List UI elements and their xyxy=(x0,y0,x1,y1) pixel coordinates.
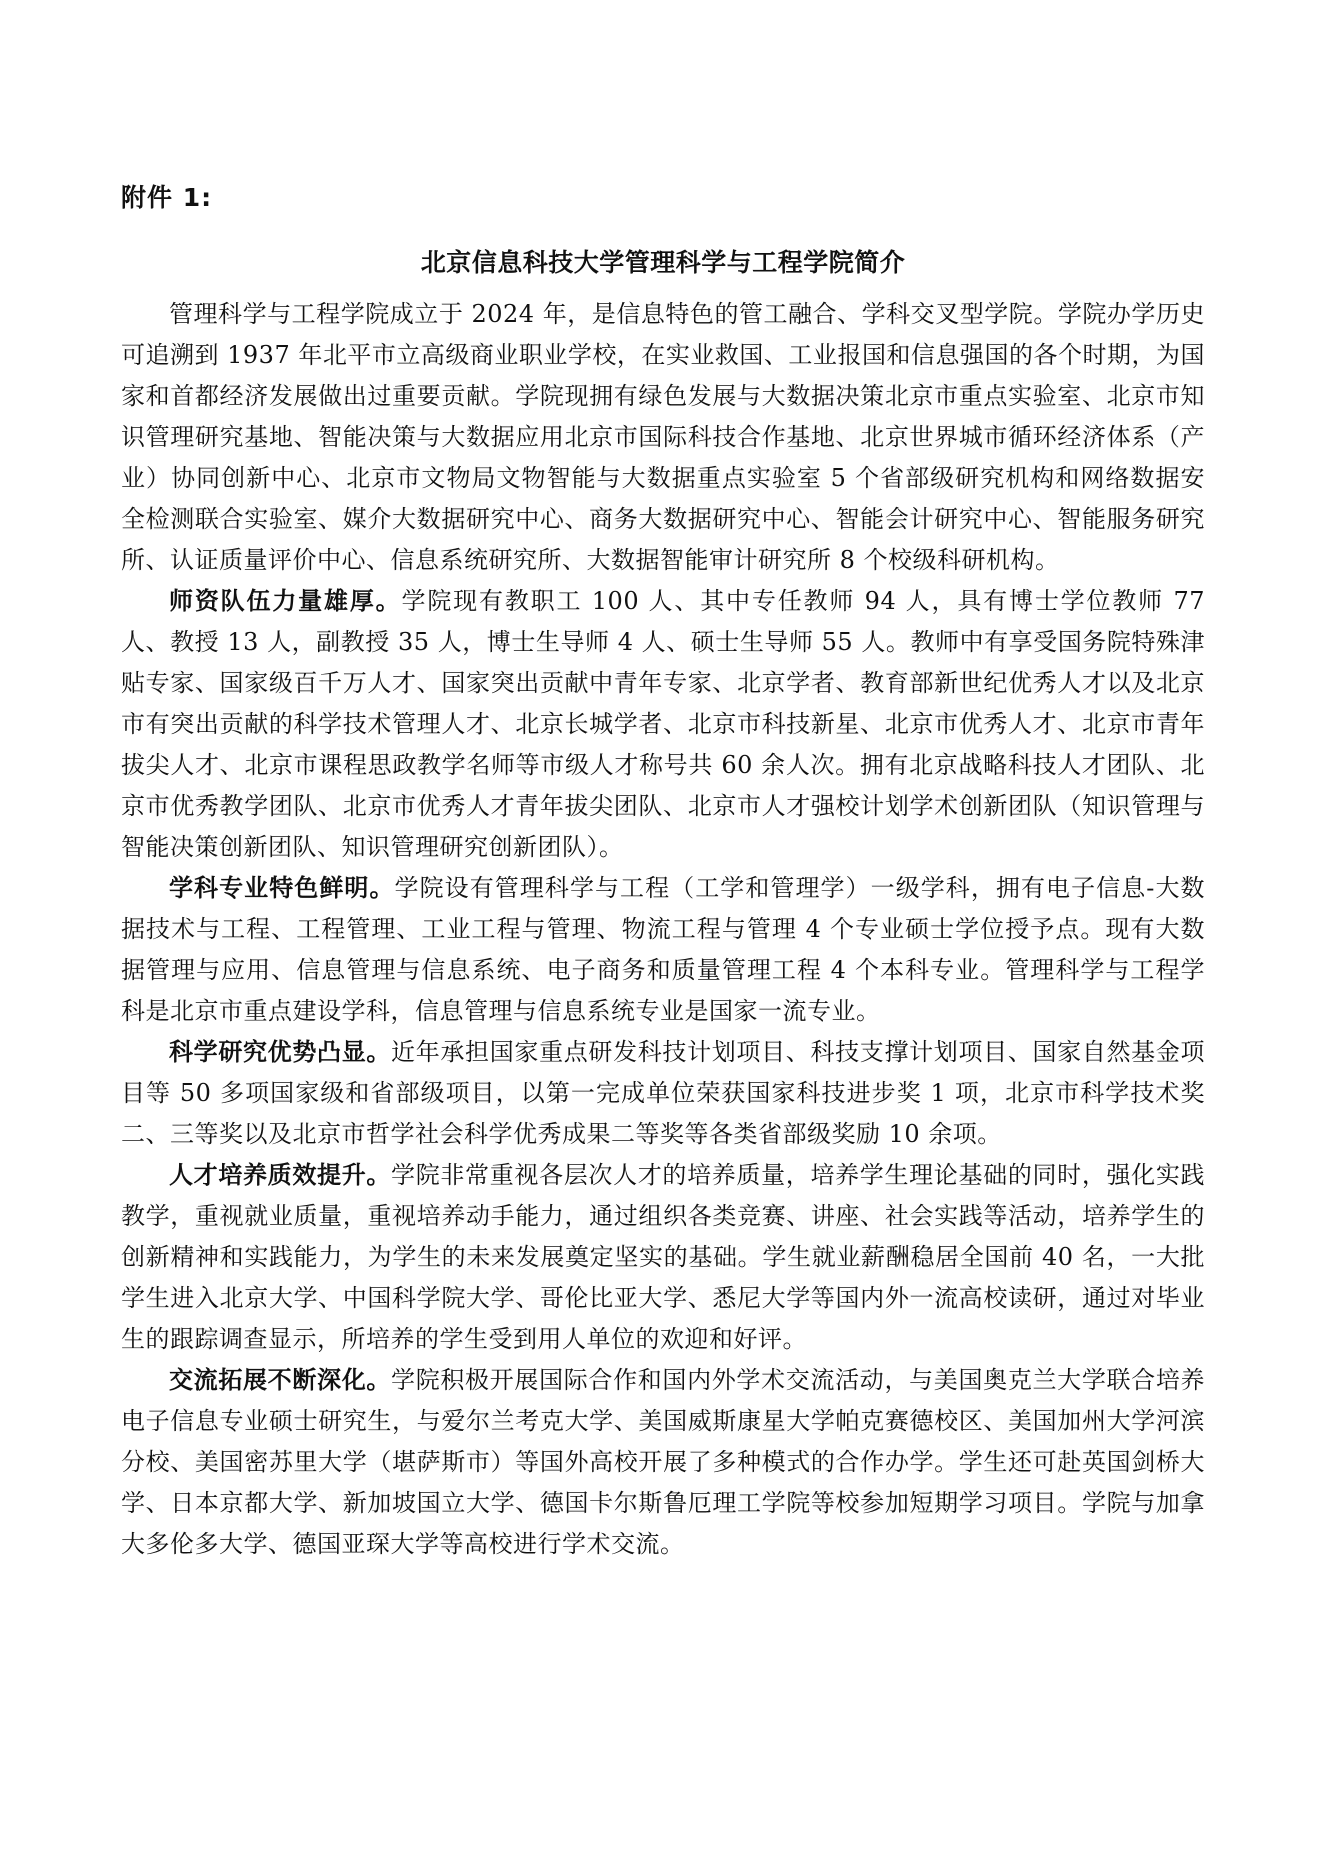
paragraph-lead: 人才培养质效提升。 xyxy=(169,1161,392,1189)
paragraph-text: 近年承担国家重点研发科技计划项目、科技支撑计划项目、国家自然基金项目等 50 多项国家级和省部级项目，以第一完成单位荣获国家科技进步奖 1 项，北京市科学技术奖二、三等奖以及北京市哲学社会科学优秀成果二等奖等各类省部级奖励 10 余项。 xyxy=(121,1038,1206,1148)
paragraph-intro xyxy=(121,294,1205,581)
paragraph-talent xyxy=(121,1155,1205,1360)
attachment-label: 附件 1: xyxy=(121,183,213,212)
paragraph-text: 学院设有管理科学与工程（工学和管理学）一级学科，拥有电子信息-大数据技术与工程、工程管理、工业工程与管理、物流工程与管理 4 个专业硕士学位授予点。现有大数据管理与应用、信息管理与信息系统、电子商务和质量管理工程 4 个本科专业。管理科学与工程学科是北京市重点建设学科，信息管理与信息系统专业是国家一流专业。 xyxy=(121,874,1206,1025)
paragraph-text: 管理科学与工程学院成立于 2024 年，是信息特色的管工融合、学科交叉型学院。学院办学历史可追溯到 1937 年北平市立高级商业职业学校，在实业救国、工业报国和信息强国的各个时期，为国家和首都经济发展做出过重要贡献。学院现拥有绿色发展与大数据决策北京市重点实验室、北京市知识管理研究基地、智能决策与大数据应用北京市国际科技合作基地、北京世界城市循环经济体系（产业）协同创新中心、北京市文物局文物智能与大数据重点实验室 5 个省部级研究机构和网络数据安全检测联合实验室、媒介大数据研究中心、商务大数据研究中心、智能会计研究中心、智能服务研究所、认证质量评价中心、信息系统研究所、大数据智能审计研究所 8 个校级科研机构。 xyxy=(121,300,1205,574)
document-body xyxy=(121,294,1205,1565)
paragraph-text: 学院非常重视各层次人才的培养质量，培养学生理论基础的同时，强化实践教学，重视就业质量，重视培养动手能力，通过组织各类竞赛、讲座、社会实践等活动，培养学生的创新精神和实践能力，为学生的未来发展奠定坚实的基础。学生就业薪酬稳居全国前 40 名，一大批学生进入北京大学、中国科学院大学、哥伦比亚大学、悉尼大学等国内外一流高校读研，通过对毕业生的跟踪调查显示，所培养的学生受到用人单位的欢迎和好评。 xyxy=(121,1161,1206,1353)
paragraph-research xyxy=(121,1032,1205,1155)
paragraph-faculty xyxy=(121,581,1205,868)
paragraph-text: 学院积极开展国际合作和国内外学术交流活动，与美国奥克兰大学联合培养电子信息专业硕士研究生，与爱尔兰考克大学、美国威斯康星大学帕克赛德校区、美国加州大学河滨分校、美国密苏里大学（堪萨斯市）等国外高校开展了多种模式的合作办学。学生还可赴英国剑桥大学、日本京都大学、新加坡国立大学、德国卡尔斯鲁厄理工学院等校参加短期学习项目。学院与加拿大多伦多大学、德国亚琛大学等高校进行学术交流。 xyxy=(121,1366,1206,1558)
paragraph-lead: 学科专业特色鲜明。 xyxy=(169,874,395,902)
paragraph-lead: 交流拓展不断深化。 xyxy=(169,1366,392,1394)
paragraph-disciplines xyxy=(121,868,1205,1032)
paragraph-lead: 师资队伍力量雄厚。 xyxy=(169,587,402,615)
paragraph-lead: 科学研究优势凸显。 xyxy=(169,1038,392,1066)
page-title: 北京信息科技大学管理科学与工程学院简介 xyxy=(420,248,906,277)
paragraph-text: 学院现有教职工 100 人、其中专任教师 94 人，具有博士学位教师 77 人、教授 13 人，副教授 35 人，博士生导师 4 人、硕士生导师 55 人。教师中有享受国务院特殊津贴专家、国家级百千万人才、国家突出贡献中青年专家、北京学者、教育部新世纪优秀人才以及北京市有突出贡献的科学技术管理人才、北京长城学者、北京市科技新星、北京市优秀人才、北京市青年拔尖人才、北京市课程思政教学名师等市级人才称号共 60 余人次。拥有北京战略科技人才团队、北京市优秀教学团队、北京市优秀人才青年拔尖团队、北京市人才强校计划学术创新团队（知识管理与智能决策创新团队、知识管理研究创新团队）。 xyxy=(121,587,1206,861)
paragraph-exchange xyxy=(121,1360,1205,1565)
